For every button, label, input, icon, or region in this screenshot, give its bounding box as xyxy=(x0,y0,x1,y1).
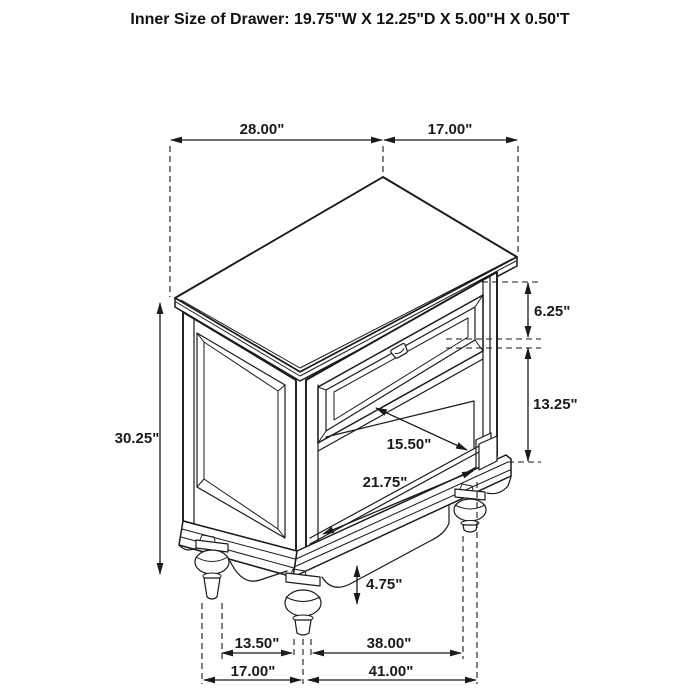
dim-label-leg-height: 4.75" xyxy=(366,576,403,593)
dim-label-leg-span-front: 38.00" xyxy=(366,635,412,652)
dim-label-top-depth: 17.00" xyxy=(427,121,473,138)
dim-label-top-width: 28.00" xyxy=(239,121,285,138)
front-leg xyxy=(285,569,321,635)
dim-label-base-depth: 17.00" xyxy=(230,663,276,680)
left-leg xyxy=(195,535,229,599)
dim-label-leg-gap-side: 13.50" xyxy=(234,635,280,652)
dim-label-opening-height: 13.25" xyxy=(533,396,578,413)
nightstand-drawing xyxy=(175,177,517,635)
diagram-title: Inner Size of Drawer: 19.75"W X 12.25"D X 5.00"H X 0.50'T xyxy=(130,11,570,28)
right-leg xyxy=(454,484,486,532)
dim-label-base-width: 41.00" xyxy=(368,663,414,680)
dim-label-shelf-width: 21.75" xyxy=(362,474,408,491)
dim-label-drawer-front-height: 6.25" xyxy=(534,303,571,320)
dim-label-overall-height: 30.25" xyxy=(114,430,160,447)
dim-label-shelf-depth: 15.50" xyxy=(386,436,432,453)
